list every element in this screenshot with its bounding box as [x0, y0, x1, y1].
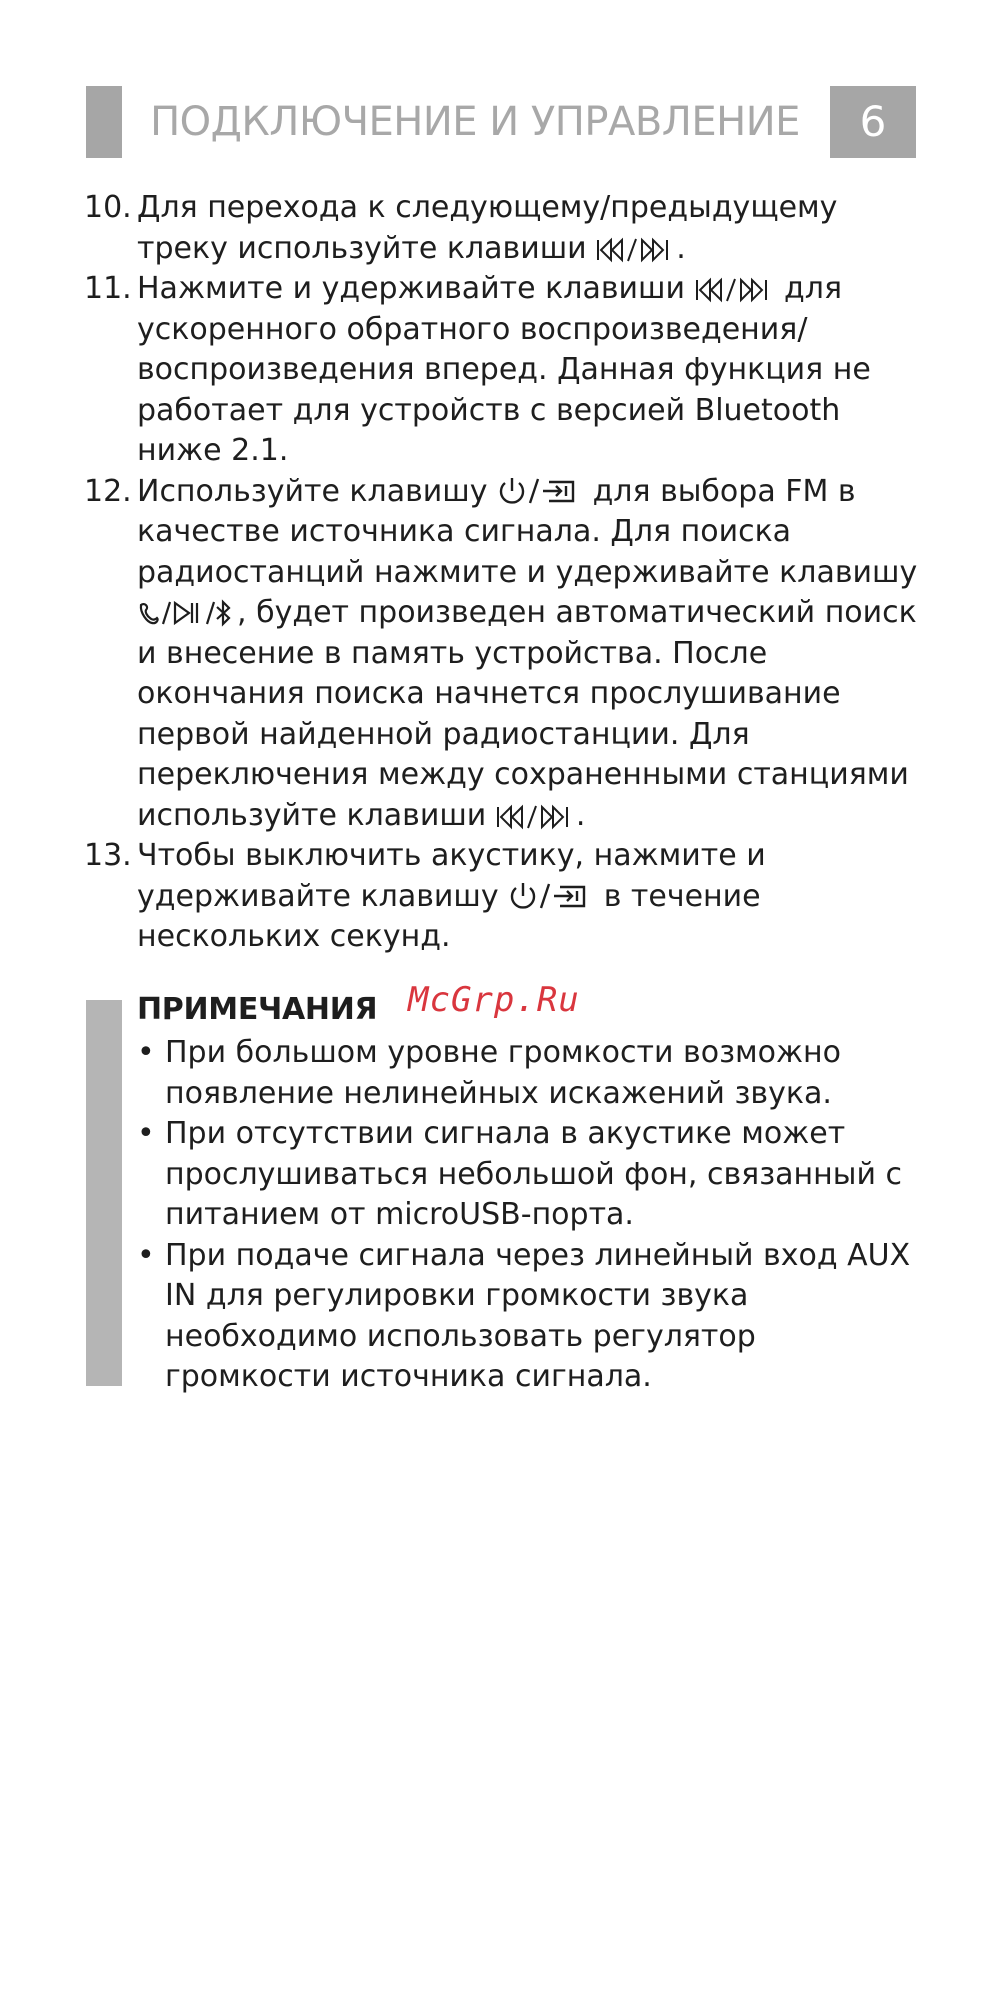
- step-text: Чтобы выключить акустику, нажмите и удерживайте клавишу в течение нескольких секунд.: [137, 838, 766, 954]
- call-play-pause-bluetooth-icon: [137, 599, 237, 627]
- bullet: •: [137, 1116, 155, 1151]
- notes-side-bar: [86, 1000, 122, 1386]
- step-13: [84, 836, 924, 958]
- step-text: Для перехода к следующему/предыдущему треку используйте клавиши .: [137, 190, 838, 266]
- page-title: ПОДКЛЮЧЕНИЕ И УПРАВЛЕНИЕ: [150, 99, 800, 145]
- step-number: 12.: [84, 473, 132, 509]
- note-item: [137, 1114, 927, 1236]
- header-left-bar: [86, 86, 122, 158]
- prev-next-icon: [596, 237, 676, 263]
- step-12: [84, 472, 924, 837]
- watermark: McGrp.Ru: [408, 980, 580, 1020]
- power-source-icon: [508, 881, 594, 911]
- notes-list: [137, 1033, 927, 1398]
- step-11: [84, 269, 924, 472]
- step-number: 11.: [84, 271, 132, 306]
- step-10: [84, 188, 924, 269]
- step-text: Нажмите и удерживайте клавиши для ускоренного обратного воспроизведения/ воспроизведения вперед. Данная функция не работает для устройств с версией Bluetooth ниже 2.1.: [137, 271, 871, 468]
- note-text: При подаче сигнала через линейный вход AUX IN для регулировки громкости звука необходимо использовать регулятор громкости источника сигнала.: [165, 1237, 911, 1394]
- note-item: [137, 1033, 927, 1114]
- step-number: 10.: [84, 190, 132, 225]
- notes-title: ПРИМЕЧАНИЯ: [137, 992, 378, 1027]
- page-number: 6: [830, 86, 916, 158]
- instruction-steps: [84, 188, 924, 958]
- bullet: •: [137, 1035, 155, 1070]
- step-number: 13.: [84, 838, 132, 873]
- bullet: •: [137, 1237, 155, 1273]
- note-text: При большом уровне громкости возможно появление нелинейных искажений звука.: [165, 1035, 841, 1111]
- step-text: Используйте клавишу для выбора FM в качестве источника сигнала. Для поиска радиостанций нажмите и удерживайте клавишу , будет произведен автоматический поиск и внесение в память устройства. После окончания поиска начнется прослушивание первой найденной радиостанции. Для переключения между сохраненными станциями используйте клавиши .: [137, 473, 918, 833]
- note-item: [137, 1236, 927, 1398]
- prev-next-icon: [695, 277, 775, 303]
- prev-next-icon: [496, 804, 576, 830]
- note-text: При отсутствии сигнала в акустике может прослушиваться небольшой фон, связанный с питанием от microUSB-порта.: [165, 1116, 902, 1232]
- power-source-icon: [497, 476, 583, 506]
